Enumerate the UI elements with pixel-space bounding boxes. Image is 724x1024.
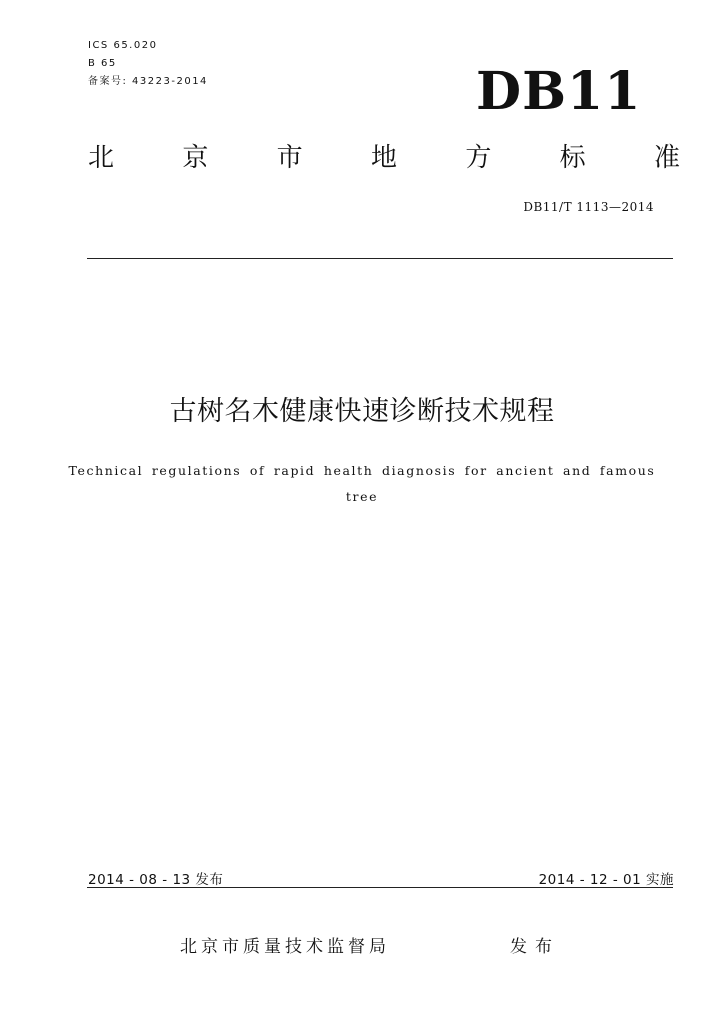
filing-number: 备案号: 43223-2014 bbox=[88, 76, 208, 87]
db-code-logo: DB11 bbox=[476, 61, 642, 122]
standard-number: DB11/T 1113—2014 bbox=[523, 200, 654, 214]
bottom-divider bbox=[87, 887, 673, 888]
standard-type-char: 地 bbox=[370, 143, 397, 173]
standard-type-heading bbox=[88, 140, 680, 176]
issue-date: 2014 - 08 - 13 发布 bbox=[88, 872, 224, 888]
standard-type-char: 标 bbox=[559, 143, 586, 173]
implementation-date: 2014 - 12 - 01 实施 bbox=[538, 872, 674, 888]
publish-label: 发布 bbox=[510, 937, 560, 957]
ccs-code: B 65 bbox=[88, 58, 117, 69]
document-title-english: Technical regulations of rapid health diagnosis for ancient and famous tree bbox=[68, 463, 656, 504]
publisher-name: 北京市质量技术监督局 bbox=[180, 937, 390, 957]
standard-type-char: 北 bbox=[88, 143, 115, 173]
standard-type-char: 京 bbox=[182, 143, 209, 173]
top-divider bbox=[87, 258, 673, 259]
standard-type-char: 市 bbox=[276, 143, 303, 173]
document-title-chinese: 古树名木健康快速诊断技术规程 bbox=[169, 396, 555, 427]
ics-code: ICS 65.020 bbox=[88, 40, 158, 51]
standard-type-char: 准 bbox=[653, 143, 680, 173]
standard-type-char: 方 bbox=[465, 143, 492, 173]
